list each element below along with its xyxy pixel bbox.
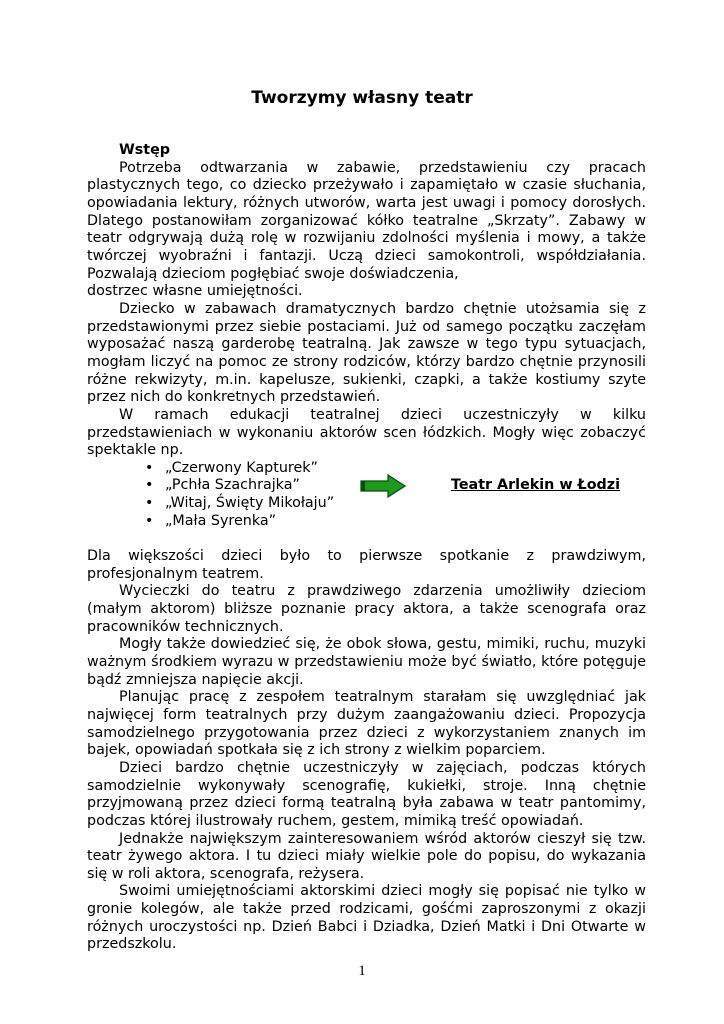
page-title: Tworzymy własny teatr xyxy=(251,88,473,108)
paragraph: Swoimi umiejętnościami aktorskimi dzieci mogły się popisać nie tylko w gronie kolegów, ale także przed rodzicami, gośćmi zaproszonymi z okazji różnych uroczystości np. Dzień Babci i Dziadka, Dzień Matki i Dni Otwarte w przedszkolu. xyxy=(87,883,646,953)
page-number: 1 xyxy=(358,963,366,979)
paragraph: Wycieczki do teatru z prawdziwego zdarzenia umożliwiły dzieciom (małym aktorom) bliższe poznanie pracy aktora, a także scenografa oraz pracowników technicznych. xyxy=(87,583,646,635)
section-heading: Wstęp xyxy=(119,142,171,158)
theatre-name: Teatr Arlekin w Łodzi xyxy=(451,477,620,494)
paragraph: dostrzec własne umiejętności. xyxy=(87,283,303,300)
paragraph: Potrzeba odtwarzania w zabawie, przedstawieniu czy pracach plastycznych tego, co dziecko przeżywało i zapamiętało w czasie słuchania, opowiadania lektury, różnych utworów, warta jest uwagi i pomocy dorosłych. Dlatego postanowiłam zorganizować kółko teatralne „Skrzaty”. Zabawy w teatr odgrywają dużą rolę w rozwijaniu zdolności myślenia i mowy, a także twórczej wyobraźni i fantazji. Uczą dzieci samokontroli, współdziałania. Pozwalają dzieciom pogłębiać swoje doświadczenia, xyxy=(87,159,646,282)
arrow-right-icon xyxy=(360,474,406,498)
paragraph: Dziecko w zabawach dramatycznych bardzo chętnie utożsamia się z przedstawionymi przez siebie postaciami. Już od samego początku zaczęłam wyposażać naszą garderobę teatralną. Jak zawsze w tego typu sytuacjach, mogłam liczyć na pomoc ze strony rodziców, którzy bardzo chętnie przynosili różne rekwizyty, m.in. kapelusze, sukienki, czapki, a także kostiumy szyte przez nich do konkretnych przedstawień. xyxy=(87,300,646,406)
list-item: • „Czerwony Kapturek” xyxy=(145,460,646,478)
paragraph: W ramach edukacji teatralnej dzieci uczestniczyły w kilku przedstawieniach w wykonaniu aktorów scen łódzkich. Mogły więc zobaczyć spektakle np. xyxy=(87,406,646,459)
list-item: • „Witaj, Święty Mikołaju” xyxy=(145,495,646,513)
paragraph: Mogły także dowiedzieć się, że obok słowa, gestu, mimiki, ruchu, muzyki ważnym środkiem wyrazu w przedstawieniu może być światło, które potęguje bądź zmniejsza napięcie akcji. xyxy=(87,636,646,688)
paragraph: Dla większości dzieci było to pierwsze spotkanie z prawdziwym, profesjonalnym teatrem. xyxy=(87,548,646,582)
list-item: • „Pchła Szachrajka” xyxy=(145,477,646,495)
document-body xyxy=(87,142,646,954)
plays-list xyxy=(87,460,646,531)
list-item: • „Mała Syrenka” xyxy=(145,513,646,531)
paragraph: Jednakże największym zainteresowaniem wśród aktorów cieszył się tzw. teatr żywego aktora. I tu dzieci miały wielkie pole do popisu, do wykazania się w roli aktora, scenografa, reżysera. xyxy=(87,830,646,882)
paragraph: Dzieci bardzo chętnie uczestniczyły w zajęciach, podczas których samodzielnie wykonywały scenografię, kukiełki, stroje. Inną chętnie przyjmowaną przez dzieci formą teatralną była zabawa w teatr pantomimy, podczas której ilustrowały ruchem, gestem, mimiką treść opowiadań. xyxy=(87,759,646,829)
paragraph: Planując pracę z zespołem teatralnym starałam się uwzględniać jak najwięcej form teatralnych przy dużym zaangażowaniu dzieci. Propozycja samodzielnego przygotowania przez dzieci z wykorzystaniem znanych im bajek, opowiadań spotkała się z ich strony z wielkim poparciem. xyxy=(87,689,646,759)
